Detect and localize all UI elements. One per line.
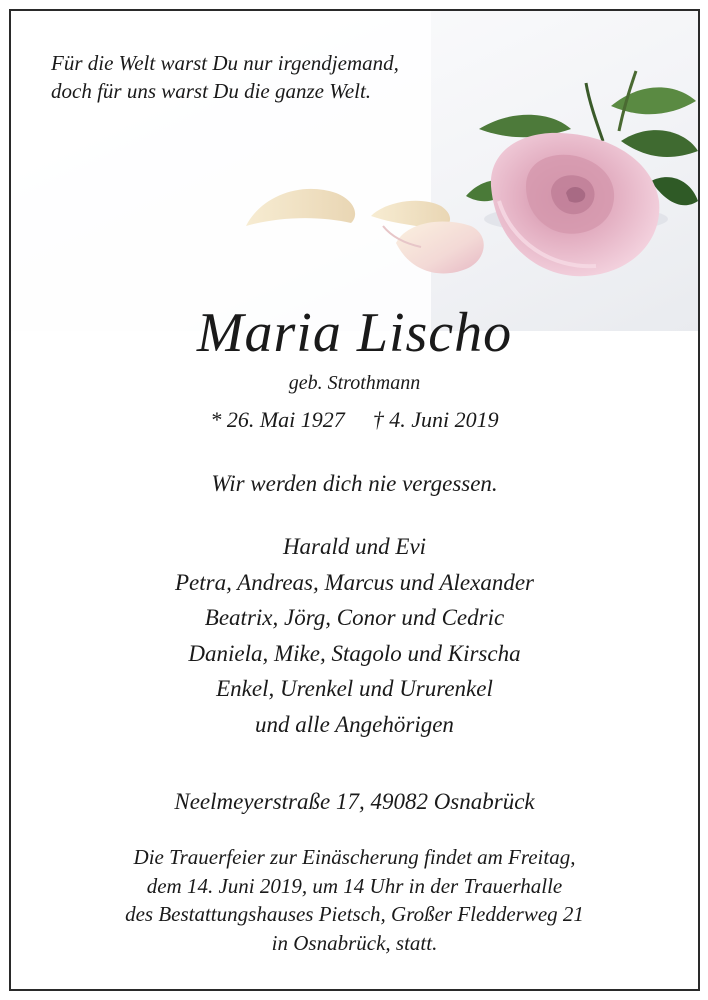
deceased-name: Maria Lischo bbox=[196, 302, 513, 364]
mourner-line: Daniela, Mike, Stagolo und Kirscha bbox=[188, 640, 521, 666]
ceremony-line: des Bestattungshauses Pietsch, Großer Fledderweg 21 bbox=[125, 902, 584, 926]
mourner-line: Petra, Andreas, Marcus und Alexander bbox=[174, 569, 534, 595]
verse bbox=[51, 49, 399, 105]
address: Neelmeyerstraße 17, 49082 Osnabrück bbox=[174, 789, 535, 814]
life-dates bbox=[11, 407, 698, 433]
verse-line: doch für uns warst Du die ganze Welt. bbox=[51, 79, 372, 103]
ceremony-line: dem 14. Juni 2019, um 14 Uhr in der Trauerhalle bbox=[146, 873, 563, 898]
ceremony-line: in Osnabrück, statt. bbox=[271, 930, 438, 955]
birth-date: * 26. Mai 1927 bbox=[210, 407, 345, 432]
mourner-line: Harald und Evi bbox=[282, 534, 427, 559]
ceremony-notice bbox=[11, 843, 698, 957]
mourner-line: Beatrix, Jörg, Conor und Cedric bbox=[204, 605, 505, 630]
ceremony-line: Die Trauerfeier zur Einäscherung findet am Freitag, bbox=[133, 845, 576, 869]
death-date: † 4. Juni 2019 bbox=[372, 407, 499, 432]
mourners-list bbox=[11, 529, 698, 742]
mourner-line: Enkel, Urenkel und Ururenkel bbox=[216, 676, 493, 701]
obituary-frame bbox=[9, 9, 700, 991]
mourner-line: und alle Angehörigen bbox=[255, 711, 454, 737]
maiden-name: geb. Strothmann bbox=[288, 372, 421, 394]
verse-line: Für die Welt warst Du nur irgendjemand, bbox=[51, 51, 399, 75]
motto: Wir werden dich nie vergessen. bbox=[211, 471, 498, 496]
